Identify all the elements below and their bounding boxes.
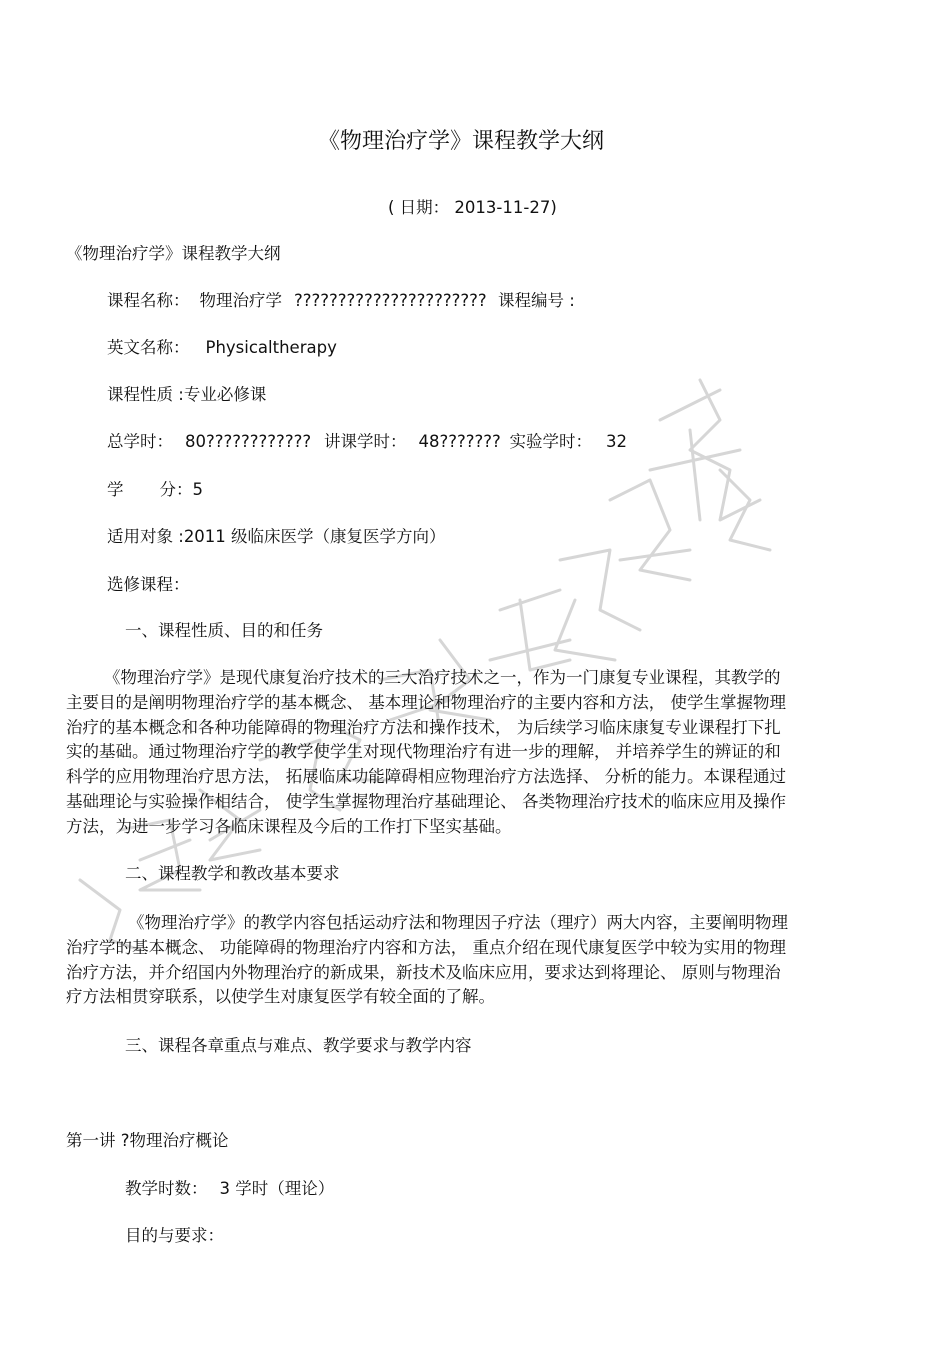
hours-filler-2: ??????? xyxy=(439,432,501,451)
lecture1-hours-label: 教学时数： xyxy=(125,1179,208,1198)
english-name-label: 英文名称： xyxy=(107,338,190,357)
total-hours-value: 80 xyxy=(185,432,206,451)
lecture1-hours-row xyxy=(125,1179,334,1199)
credits-value: 5 xyxy=(192,480,203,499)
document-title: 《物理治疗学》课程教学大纲 xyxy=(318,129,605,154)
section2-line: 疗方法相贯穿联系，以使学生对康复医学有较全面的了解。 xyxy=(66,987,495,1007)
course-name-row xyxy=(107,291,575,311)
section3-heading: 三、课程各章重点与难点、教学要求与教学内容 xyxy=(125,1036,472,1055)
elective-label: 选修课程： xyxy=(107,575,190,594)
credits-label-b: 分： xyxy=(159,480,193,499)
lab-hours-label: 实验学时： xyxy=(509,432,592,451)
lecture-hours-value: 48 xyxy=(418,432,440,451)
section2-line: 治疗学的基本概念、 功能障碍的物理治疗内容和方法， 重点介绍在现代康复医学中较为实用的物理 xyxy=(66,937,786,957)
section1-line: 方法，为进一步学习各临床课程及今后的工作打下坚实基础。 xyxy=(66,816,512,836)
hours-filler-1: ???????????? xyxy=(206,432,312,451)
lecture1-hours-value: 3 学时（理论） xyxy=(219,1179,335,1198)
section1-line: 实的基础。通过物理治疗学的教学使学生对现代物理治疗有进一步的理解， 并培养学生的辨证的和 xyxy=(66,742,781,762)
english-name-value: Physicaltherapy xyxy=(205,338,337,357)
section1-heading: 一、课程性质、目的和任务 xyxy=(125,621,323,640)
audience-value: 2011 级临床医学（康复医学方向） xyxy=(183,527,446,546)
section2-line: 《物理治疗学》的教学内容包括运动疗法和物理因子疗法（理疗）两大内容，主要阐明物理 xyxy=(128,913,788,932)
course-name-value: 物理治疗学 xyxy=(199,291,282,310)
lecture1-title: 第一讲 ?物理治疗概论 xyxy=(66,1131,229,1150)
section2-line: 治疗方法，并介绍国内外物理治疗的新成果，新技术及临床应用，要求达到将理论、 原则与物理治 xyxy=(66,962,781,982)
total-hours-label: 总学时： xyxy=(107,432,173,451)
section2-heading: 二、课程教学和教改基本要求 xyxy=(125,864,340,883)
credits-row xyxy=(107,480,203,500)
hours-row xyxy=(107,432,627,452)
lab-hours-value: 32 xyxy=(606,432,627,451)
section1-line: 基础理论与实验操作相结合， 使学生掌握物理治疗基础理论、 各类物理治疗技术的临床应用及操作 xyxy=(66,791,786,811)
course-code-label: 课程编号 : xyxy=(498,291,575,310)
course-nature-row xyxy=(107,385,266,405)
section2-paragraph xyxy=(66,911,788,1010)
course-name-filler: ?????????????????????? xyxy=(294,291,487,310)
course-nature-label: 课程性质 : xyxy=(107,385,184,404)
section1-paragraph xyxy=(66,666,786,840)
date-line: ( 日期： 2013-11-27) xyxy=(388,198,557,217)
section1-line: 科学的应用物理治疗思方法， 拓展临床功能障碍相应物理治疗方法选择、 分析的能力。本课程通过 xyxy=(66,767,786,787)
audience-label: 适用对象 : xyxy=(107,527,184,546)
english-name-row xyxy=(107,338,337,358)
course-name-label: 课程名称： xyxy=(107,291,190,310)
section1-line: 治疗的基本概念和各种功能障碍的物理治疗方法和操作技术， 为后续学习临床康复专业课程打下扎 xyxy=(66,717,781,737)
lecture1-goal-label: 目的与要求： xyxy=(125,1226,224,1245)
audience-row xyxy=(107,527,446,547)
section1-line: 主要目的是阐明物理治疗学的基本概念、 基本理论和物理治疗的主要内容和方法， 使学生掌握物理 xyxy=(66,692,786,712)
lecture-hours-label: 讲课学时： xyxy=(324,432,407,451)
credits-label-a: 学 xyxy=(107,480,124,499)
section1-line: 《物理治疗学》是现代康复治疗技术的三大治疗技术之一，作为一门康复专业课程，其教学的 xyxy=(104,668,781,687)
subtitle: 《物理治疗学》课程教学大纲 xyxy=(66,244,281,263)
course-nature-value: 专业必修课 xyxy=(183,385,267,404)
